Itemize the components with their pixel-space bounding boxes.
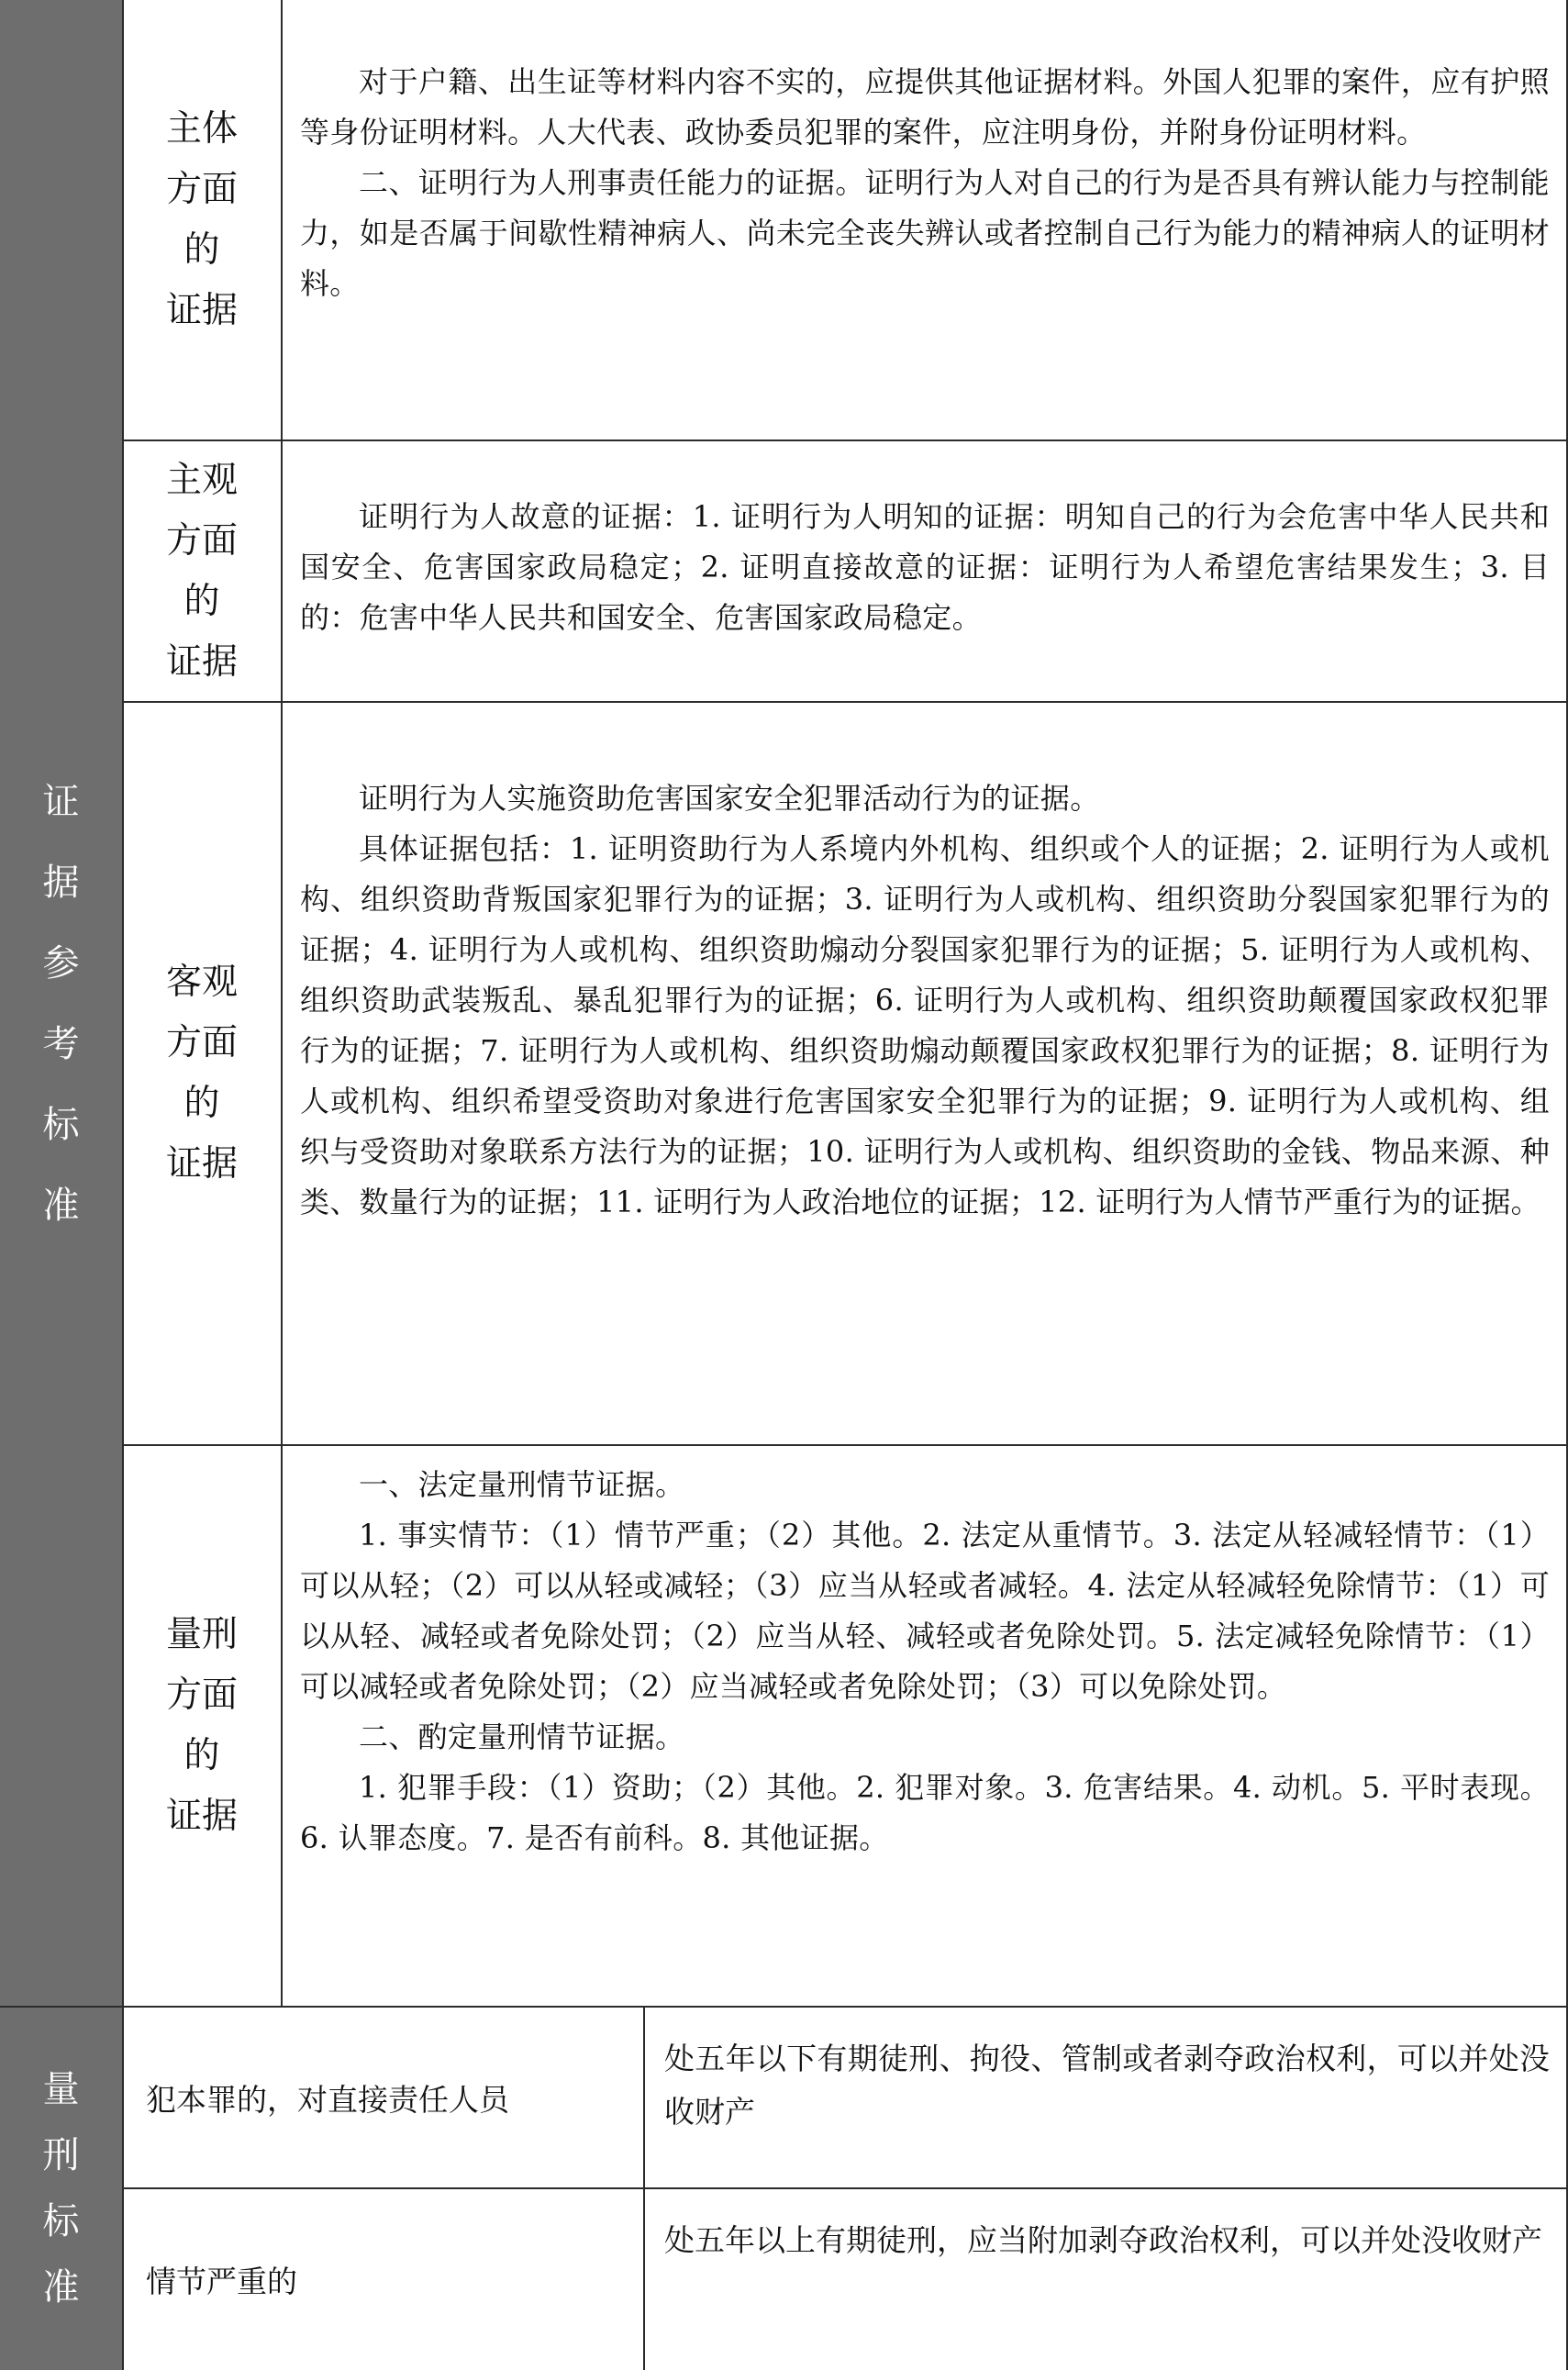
paragraph: 具体证据包括：1. 证明资助行为人系境内外机构、组织或个人的证据；2. 证明行为人或机构、组织资助背叛国家犯罪行为的证据；3. 证明行为人或机构、组织资助分裂国家犯罪行为的证据；4. 证明行为人或机构、组织资助煽动分裂国家犯罪行为的证据；5. 证明行为人或机构、组织资助武装叛乱、暴乱犯罪行为的证据；6. 证明行为人或机构、组织资助颠覆国家政权犯罪行为的证据；7. 证明行为人或机构、组织资助煽动颠覆国家政权犯罪行为的证据；8. 证明行为人或机构、组织希望受资助对象进行危害国家安全犯罪行为的证据；9. 证明行为人或机构、组织与受资助对象联系方法行为的证据；10. 证明行为人或机构、组织资助的金钱、物品来源、种类、数量行为的证据；11. 证明行为人政治地位的证据；12. 证明行为人情节严重行为的证据。 bbox=[300, 831, 1550, 1219]
label-line: 的 bbox=[183, 229, 220, 271]
paragraph: 一、法定量刑情节证据。 bbox=[359, 1467, 685, 1502]
evidence-reference-standard-header bbox=[0, 0, 122, 2007]
label-line: 主观 bbox=[165, 459, 238, 501]
condition-text: 情节严重的 bbox=[146, 2263, 297, 2299]
label-line: 方面 bbox=[165, 519, 238, 562]
subject-evidence-label bbox=[122, 0, 282, 440]
grid-line bbox=[122, 1444, 1568, 1446]
label-line: 方面 bbox=[165, 1675, 238, 1716]
grid-line bbox=[122, 2187, 1568, 2189]
condition-text: 犯本罪的，对直接责任人员 bbox=[146, 2081, 509, 2118]
grid-line bbox=[0, 2006, 1568, 2008]
label-line: 的 bbox=[183, 1083, 220, 1124]
paragraph: 证明行为人故意的证据：1. 证明行为人明知的证据：明知自己的行为会危害中华人民共和国安全、危害国家政局稳定；2. 证明直接故意的证据：证明行为人希望危害结果发生；3. 目的：危害中华人民共和国安全、危害国家政局稳定。 bbox=[300, 499, 1550, 635]
sentencing-penalty-basic bbox=[644, 2007, 1568, 2188]
header-char: 证 bbox=[42, 780, 80, 823]
sentencing-standard-header bbox=[0, 2007, 122, 2370]
label-line: 证据 bbox=[165, 290, 238, 331]
grid-line bbox=[122, 440, 1568, 441]
subjective-evidence-content bbox=[282, 440, 1568, 702]
label-line: 方面 bbox=[165, 1022, 238, 1063]
paragraph: 对于户籍、出生证等材料内容不实的，应提供其他证据材料。外国人犯罪的案件，应有护照等身份证明材料。人大代表、政协委员犯罪的案件，应注明身份，并附身份证明材料。 bbox=[300, 64, 1550, 150]
sentencing-condition-serious bbox=[122, 2188, 644, 2370]
label-line: 证据 bbox=[165, 1143, 238, 1185]
header-char: 考 bbox=[42, 1022, 80, 1065]
sentencing-penalty-serious bbox=[644, 2188, 1568, 2370]
header-char: 准 bbox=[42, 1184, 80, 1227]
label-line: 方面 bbox=[165, 169, 238, 210]
subject-evidence-content bbox=[282, 0, 1568, 440]
grid-line bbox=[281, 0, 283, 2007]
penalty-text: 处五年以上有期徒刑，应当附加剥夺政治权利，可以并处没收财产 bbox=[664, 2222, 1542, 2258]
label-line: 的 bbox=[183, 1735, 220, 1776]
label-line: 主体 bbox=[165, 108, 238, 150]
objective-evidence-label bbox=[122, 702, 282, 1445]
penalty-text: 处五年以下有期徒刑、拘役、管制或者剥夺政治权利，可以并处没收财产 bbox=[664, 2041, 1550, 2130]
label-line: 证据 bbox=[165, 1796, 238, 1837]
paragraph: 1. 事实情节：（1）情节严重；（2）其他。2. 法定从重情节。3. 法定从轻减轻情节：（1）可以从轻；（2）可以从轻或减轻；（3）应当从轻或者减轻。4. 法定从轻减轻免除情节：（1）可以从轻、减轻或者免除处罚；（2）应当从轻、减轻或者免除处罚。5. 法定减轻免除情节：（1）可以减轻或者免除处罚；（2）应当减轻或者免除处罚；（3）可以免除处罚。 bbox=[300, 1518, 1550, 1704]
header-char: 准 bbox=[42, 2266, 80, 2309]
grid-line bbox=[122, 701, 1568, 703]
header-char: 刑 bbox=[42, 2134, 80, 2176]
header-char: 标 bbox=[42, 1103, 80, 1146]
paragraph: 证明行为人实施资助危害国家安全犯罪活动行为的证据。 bbox=[359, 781, 1100, 816]
label-line: 客观 bbox=[165, 962, 238, 1003]
paragraph: 1. 犯罪手段：（1）资助；（2）其他。2. 犯罪对象。3. 危害结果。4. 动机。5. 平时表现。6. 认罪态度。7. 是否有前科。8. 其他证据。 bbox=[300, 1770, 1550, 1855]
paragraph: 二、证明行为人刑事责任能力的证据。证明行为人对自己的行为是否具有辨认能力与控制能力，如是否属于间歇性精神病人、尚未完全丧失辨认或者控制自己行为能力的精神病人的证明材料。 bbox=[300, 165, 1550, 301]
header-char: 据 bbox=[42, 861, 80, 904]
sentencing-evidence-content bbox=[282, 1445, 1568, 2007]
header-char: 参 bbox=[42, 941, 80, 985]
header-char: 量 bbox=[42, 2068, 80, 2110]
label-line: 的 bbox=[183, 580, 220, 622]
paragraph: 二、酌定量刑情节证据。 bbox=[359, 1719, 685, 1754]
sentencing-condition-basic bbox=[122, 2007, 644, 2188]
subjective-evidence-label bbox=[122, 440, 282, 702]
sentencing-evidence-label bbox=[122, 1445, 282, 2007]
label-line: 证据 bbox=[165, 640, 238, 683]
header-char: 标 bbox=[42, 2200, 80, 2242]
label-line: 量刑 bbox=[165, 1614, 238, 1655]
grid-line bbox=[122, 0, 124, 2370]
objective-evidence-content bbox=[282, 702, 1568, 1445]
